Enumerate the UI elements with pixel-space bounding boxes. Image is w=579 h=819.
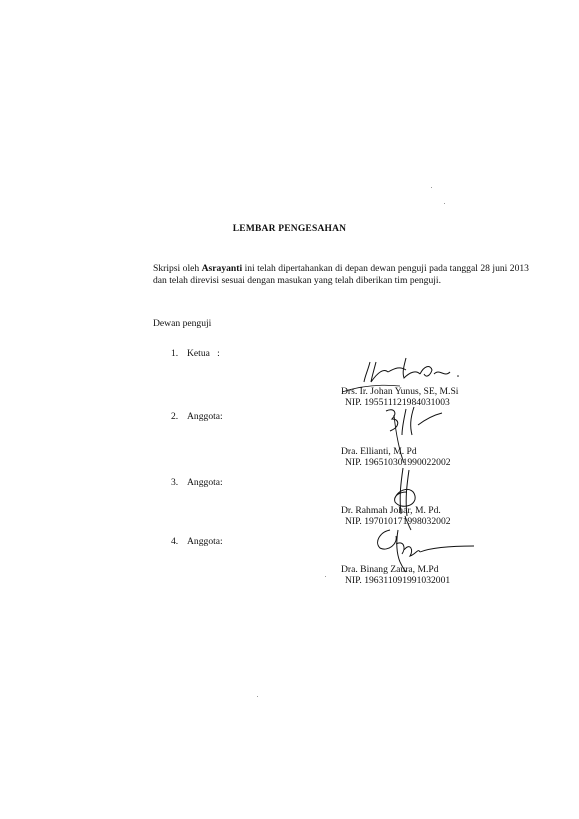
examiner-3-nip: NIP. 197010171998032002 (345, 516, 451, 527)
student-name: Asrayanti (201, 263, 243, 274)
examiner-3-name: Dr. Rahmah Johar, M. Pd. (341, 505, 441, 516)
examiner-1-number: 1. (171, 348, 179, 359)
paragraph-prefix: Skripsi oleh (153, 263, 202, 274)
examiner-2-number: 2. (171, 411, 179, 422)
section-label: Dewan penguji (153, 318, 212, 329)
examiner-3-number: 3. (171, 477, 179, 488)
examiner-3-role-text: Anggota: (187, 477, 223, 488)
examiner-1-name: Drs. Ir. Johan Yunus, SE, M.Si (341, 386, 459, 397)
scan-speck (325, 576, 326, 577)
examiner-2-role (171, 411, 223, 422)
paragraph-suffix: ini telah dipertahankan di depan dewan penguji pada tanggal 28 juni 2013 dan telah direvisi sesuai dengan masukan yang telah diberikan tim penguji. (153, 263, 529, 286)
examiner-4-name: Dra. Binang Zaura, M.Pd (341, 564, 439, 575)
examiner-3-role (171, 477, 223, 488)
examiner-4-nip: NIP. 196311091991032001 (345, 575, 451, 586)
examiner-4-number: 4. (171, 536, 179, 547)
examiner-4-role-text: Anggota: (187, 536, 223, 547)
examiner-1-role-text: Ketua : (187, 348, 220, 359)
scan-speck (431, 187, 432, 188)
examiner-4-role (171, 536, 223, 547)
approval-paragraph (153, 263, 529, 287)
examiner-1-nip: NIP. 195511121984031003 (345, 397, 450, 408)
examiner-1-role (171, 348, 220, 359)
examiner-2-nip: NIP. 196510301990022002 (345, 457, 451, 468)
scan-speck (257, 696, 258, 697)
examiner-2-role-text: Anggota: (187, 411, 223, 422)
scan-speck (444, 203, 445, 204)
document-title: LEMBAR PENGESAHAN (232, 224, 347, 234)
examiner-2-name: Dra. Ellianti, M. Pd (341, 446, 417, 457)
